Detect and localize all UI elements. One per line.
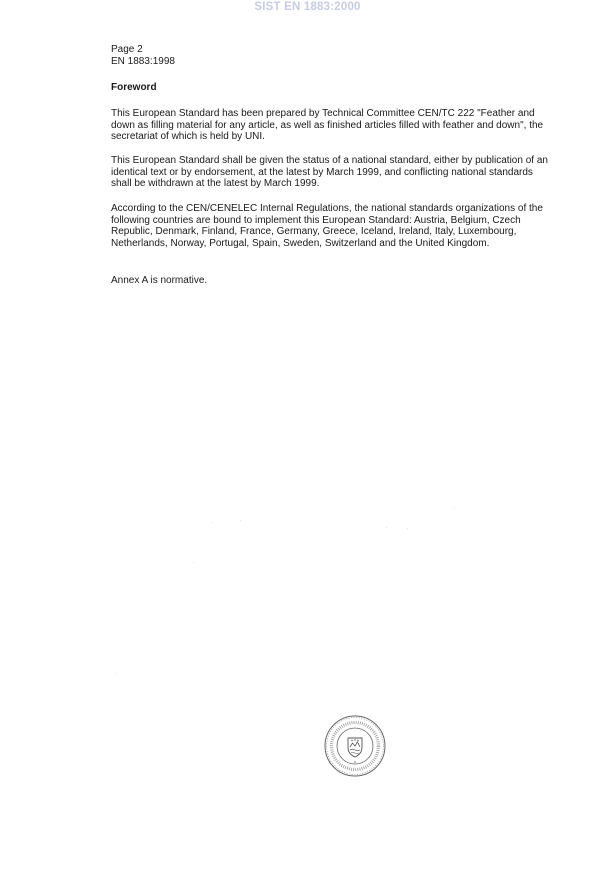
paragraph-implementing-countries: According to the CEN/CENELEC Internal Regulations, the national standards organizations of the following countries are bound to implement this European Standard: Austria, Belgium, Czech Republic, Denmark, Finland, France, Germany, Greece, Iceland, Ireland, Italy, Luxembourg, Netherlands, Norway, Portugal, Spain, Sweden, Switzerland and the United Kingdom. bbox=[111, 203, 543, 249]
paragraph-national-status: This European Standard shall be given the status of a national standard, either by publication of an identical text or by endorsement, at the latest by March 1999, and conflicting national standards shall be withdrawn at the latest by March 1999. bbox=[111, 155, 548, 190]
page-number: Page 2 bbox=[111, 44, 143, 55]
paragraph-annex-note: Annex A is normative. bbox=[111, 275, 208, 286]
official-seal-icon bbox=[323, 714, 387, 778]
section-heading: Foreword bbox=[111, 82, 157, 93]
paragraph-technical-committee: This European Standard has been prepared by Technical Committee CEN/TC 222 "Feather and down as filling material for any article, as well as finished articles filled with feather and down", the secretariat of which is held by UNI. bbox=[111, 108, 544, 143]
standard-number: EN 1883:1998 bbox=[111, 55, 175, 67]
watermark: SIST EN 1883:2000 bbox=[254, 1, 361, 13]
page-reference bbox=[111, 44, 175, 67]
